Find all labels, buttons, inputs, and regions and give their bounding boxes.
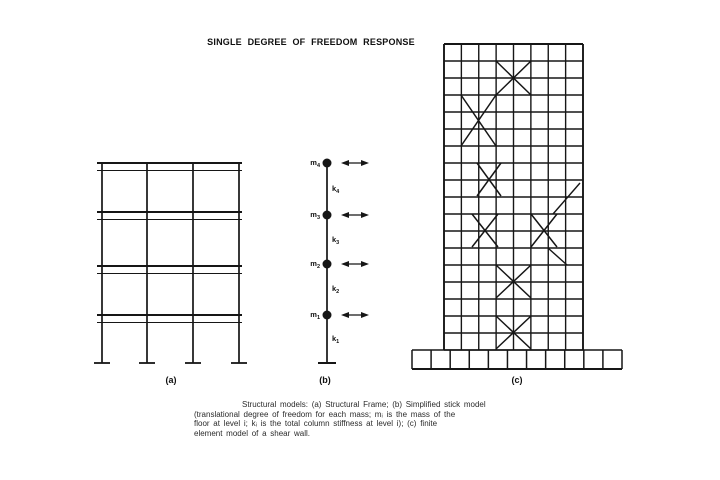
caption-line: (translational degree of freedom for each mass; mᵢ is the mass of the xyxy=(194,409,456,419)
mass-label: $m_2$ xyxy=(310,259,320,270)
caption-line: element model of a shear wall. xyxy=(194,428,310,438)
figure-caption xyxy=(194,400,566,438)
page-title: SINGLE DEGREE OF FREEDOM RESPONSE xyxy=(207,37,415,47)
stiffness-label: $k_1$ xyxy=(332,334,340,345)
mass-label: $m_1$ xyxy=(310,310,320,321)
stiffness-label: $k_2$ xyxy=(332,284,340,295)
stiffness-label: $k_4$ xyxy=(332,184,340,195)
stiffness-label: $k_3$ xyxy=(332,235,340,246)
stick-model-figure-label: (b) xyxy=(319,375,331,385)
frame-figure-label: (a) xyxy=(165,375,177,385)
mass-label: $m_3$ xyxy=(310,210,320,221)
mass-label: $m_4$ xyxy=(310,158,320,169)
caption-line: floor at level i; kᵢ is the total column stiffness at level i); (c) finite xyxy=(194,419,438,429)
caption-line: Structural models: (a) Structural Frame; (b) Simplified stick model xyxy=(242,400,486,409)
shear-wall-figure-label: (c) xyxy=(511,375,523,385)
